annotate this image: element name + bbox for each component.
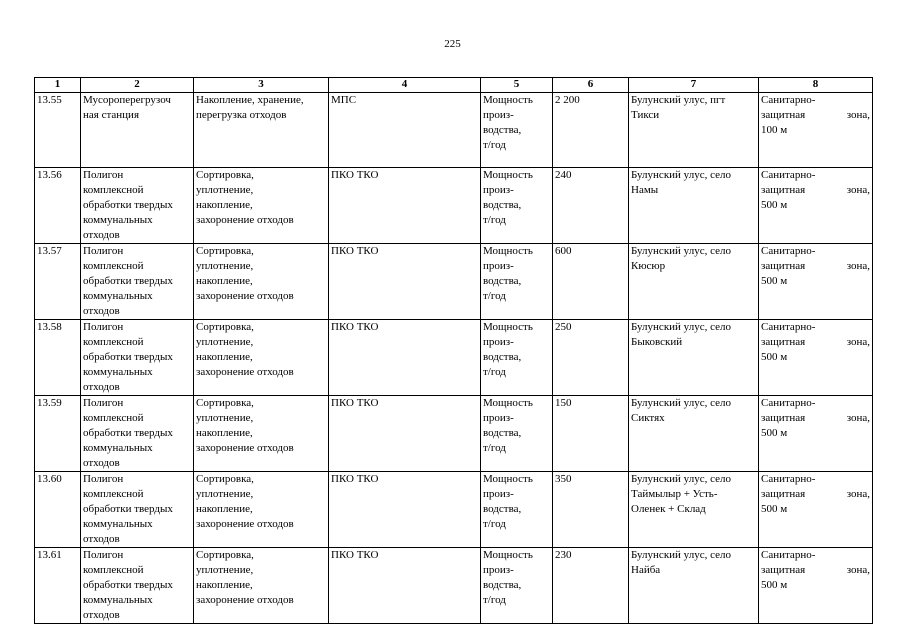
zone-line-1: Санитарно- [761,321,816,333]
location-cell: Булунский улус, пгт Тикси [629,93,759,168]
page-number: 225 [444,38,461,50]
object-name-cell: Полигон комплексной обработки твердых коммунальных отходов [81,548,194,624]
zone-word: зона, [846,564,870,576]
row-number-cell: 13.60 [35,472,81,548]
zone-cell [759,396,873,472]
capacity-value-cell: 2 200 [553,93,629,168]
zone-word: защитная [761,260,806,272]
capacity-value-cell: 240 [553,168,629,244]
zone-word: зона, [846,336,870,348]
zone-word: зона, [846,488,870,500]
zone-line-1: Санитарно- [761,94,816,106]
zone-word: защитная [761,412,806,424]
zone-line-2 [761,411,870,426]
row-number-cell: 13.57 [35,244,81,320]
table-row [35,396,873,472]
table-row [35,93,873,168]
object-name-cell: Мусороперегрузоч ная станция [81,93,194,168]
zone-distance: 500 м [761,427,788,439]
location-cell: Булунский улус, село Намы [629,168,759,244]
zone-line-1: Санитарно- [761,245,816,257]
capacity-value-cell: 350 [553,472,629,548]
zone-line-1: Санитарно- [761,549,816,561]
activity-cell: Сортировка, уплотнение, накопление, захоронение отходов [194,244,329,320]
header-row [35,78,873,93]
column-header: 6 [553,78,629,93]
column-header: 7 [629,78,759,93]
row-number-cell: 13.56 [35,168,81,244]
location-cell: Булунский улус, село Кюсюр [629,244,759,320]
zone-word: зона, [846,184,870,196]
object-type-cell: ПКО ТКО [329,168,481,244]
capacity-value-cell: 230 [553,548,629,624]
zone-word: зона, [846,109,870,121]
zone-word: защитная [761,184,806,196]
row-number-cell: 13.59 [35,396,81,472]
activity-cell: Сортировка, уплотнение, накопление, захоронение отходов [194,548,329,624]
activity-cell: Накопление, хранение, перегрузка отходов [194,93,329,168]
column-header: 5 [481,78,553,93]
table-row [35,320,873,396]
object-type-cell: ПКО ТКО [329,472,481,548]
column-header: 4 [329,78,481,93]
column-header: 1 [35,78,81,93]
capacity-label-cell: Мощность произ- водства, т/год [481,168,553,244]
object-type-cell: ПКО ТКО [329,396,481,472]
capacity-label-cell: Мощность произ- водства, т/год [481,548,553,624]
object-name-cell: Полигон комплексной обработки твердых коммунальных отходов [81,472,194,548]
zone-word: защитная [761,109,806,121]
row-number-cell: 13.58 [35,320,81,396]
zone-cell [759,472,873,548]
row-number-cell: 13.61 [35,548,81,624]
object-name-cell: Полигон комплексной обработки твердых коммунальных отходов [81,320,194,396]
location-cell: Булунский улус, село Найба [629,548,759,624]
location-cell: Булунский улус, село Сиктях [629,396,759,472]
zone-line-2 [761,183,870,198]
zone-line-1: Санитарно- [761,169,816,181]
zone-word: зона, [846,260,870,272]
zone-line-2 [761,335,870,350]
capacity-value-cell: 600 [553,244,629,320]
location-cell: Булунский улус, село Таймылыр + Усть- Оленек + Склад [629,472,759,548]
capacity-label-cell: Мощность произ- водства, т/год [481,244,553,320]
objects-table [34,77,873,624]
row-number-cell: 13.55 [35,93,81,168]
zone-line-2 [761,259,870,274]
zone-word: защитная [761,336,806,348]
zone-distance: 500 м [761,275,788,287]
object-name-cell: Полигон комплексной обработки твердых коммунальных отходов [81,244,194,320]
table-row [35,168,873,244]
object-type-cell: ПКО ТКО [329,320,481,396]
object-name-cell: Полигон комплексной обработки твердых коммунальных отходов [81,168,194,244]
zone-cell [759,320,873,396]
capacity-value-cell: 150 [553,396,629,472]
object-type-cell: ПКО ТКО [329,548,481,624]
capacity-label-cell: Мощность произ- водства, т/год [481,396,553,472]
zone-cell [759,93,873,168]
column-header: 2 [81,78,194,93]
zone-line-2 [761,563,870,578]
activity-cell: Сортировка, уплотнение, накопление, захоронение отходов [194,320,329,396]
object-name-cell: Полигон комплексной обработки твердых коммунальных отходов [81,396,194,472]
object-type-cell: МПС [329,93,481,168]
capacity-label-cell: Мощность произ- водства, т/год [481,93,553,168]
zone-distance: 500 м [761,199,788,211]
zone-distance: 100 м [761,124,788,136]
table-row [35,472,873,548]
capacity-label-cell: Мощность произ- водства, т/год [481,472,553,548]
activity-cell: Сортировка, уплотнение, накопление, захоронение отходов [194,168,329,244]
zone-word: защитная [761,564,806,576]
zone-distance: 500 м [761,579,788,591]
zone-cell [759,168,873,244]
zone-distance: 500 м [761,503,788,515]
zone-line-2 [761,108,870,123]
table-row [35,244,873,320]
zone-word: защитная [761,488,806,500]
zone-line-1: Санитарно- [761,473,816,485]
activity-cell: Сортировка, уплотнение, накопление, захоронение отходов [194,396,329,472]
table-body [35,93,873,624]
table-header [35,78,873,93]
capacity-value-cell: 250 [553,320,629,396]
zone-cell [759,244,873,320]
zone-cell [759,548,873,624]
location-cell: Булунский улус, село Быковский [629,320,759,396]
zone-distance: 500 м [761,351,788,363]
zone-word: зона, [846,412,870,424]
capacity-label-cell: Мощность произ- водства, т/год [481,320,553,396]
object-type-cell: ПКО ТКО [329,244,481,320]
activity-cell: Сортировка, уплотнение, накопление, захоронение отходов [194,472,329,548]
zone-line-2 [761,487,870,502]
column-header: 8 [759,78,873,93]
zone-line-1: Санитарно- [761,397,816,409]
column-header: 3 [194,78,329,93]
table-row [35,548,873,624]
